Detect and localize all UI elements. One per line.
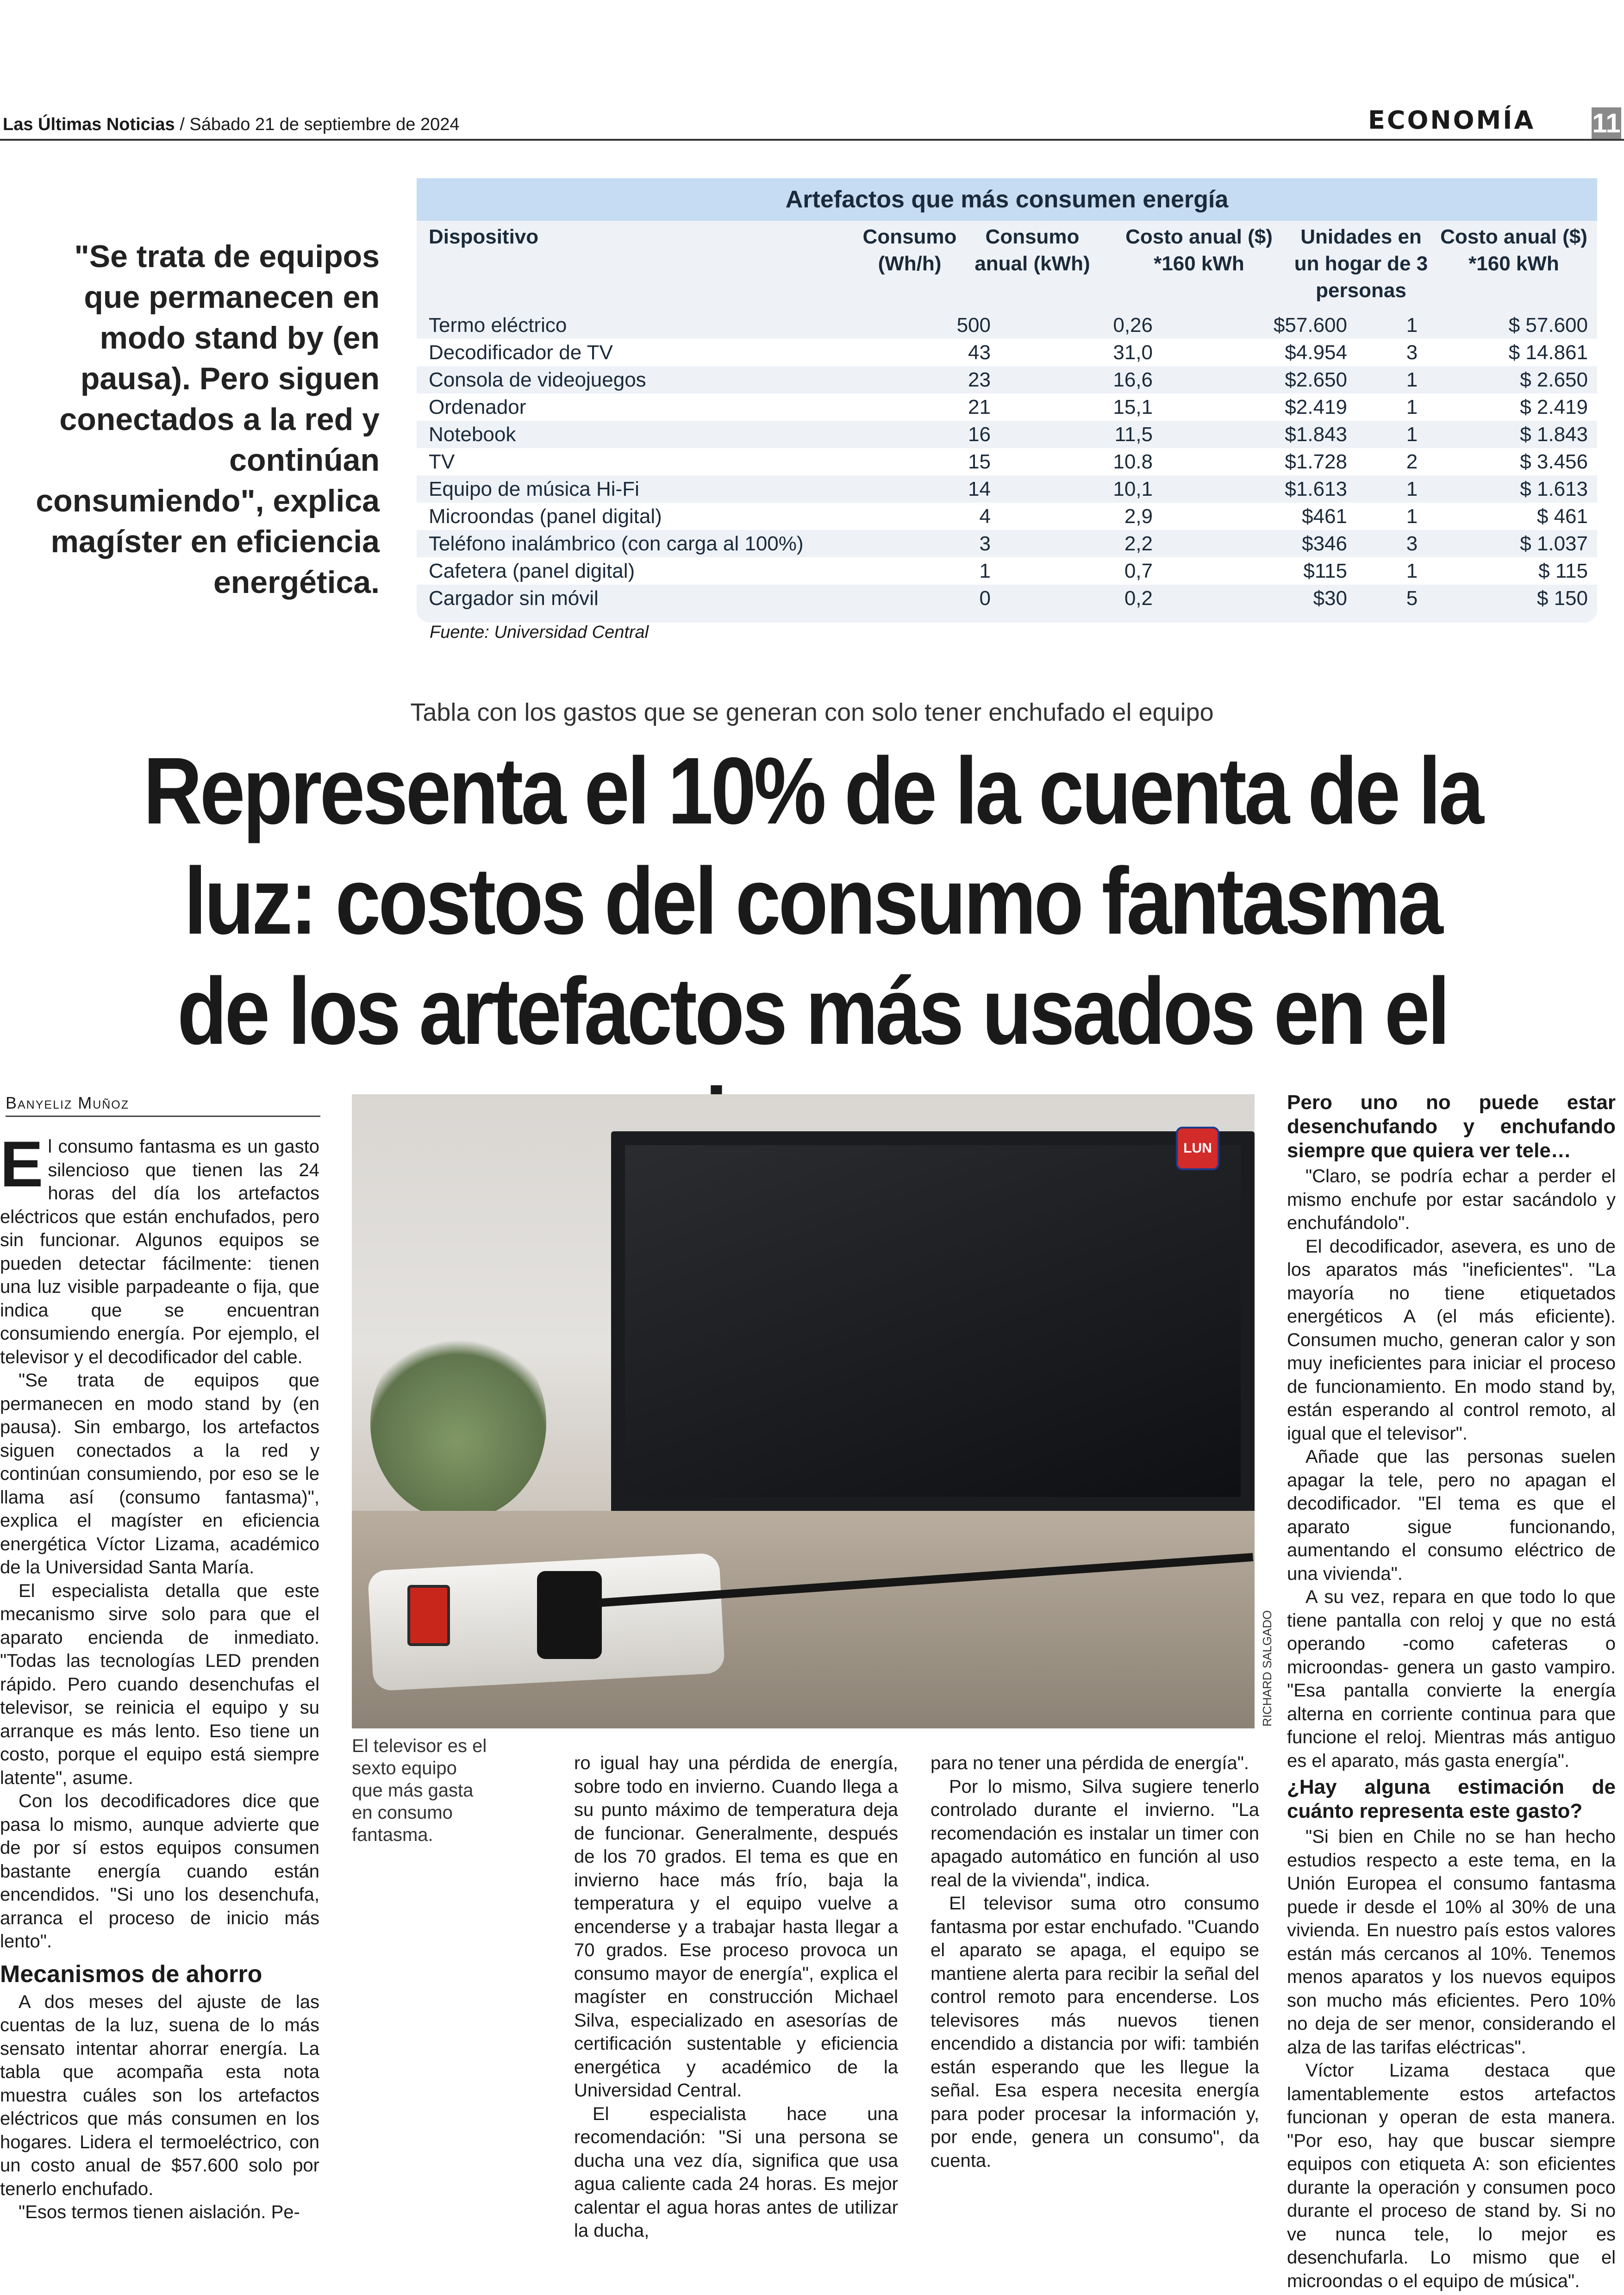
cell-total: $ 1.843 <box>1520 423 1588 446</box>
cell-cost: $1.613 <box>1285 478 1347 500</box>
cell-units: 1 <box>1406 505 1418 528</box>
table-row <box>417 312 1597 339</box>
cell-kwh: 15,1 <box>1113 396 1153 418</box>
cell-kwh: 0,7 <box>1124 560 1153 582</box>
cell-watts: 43 <box>968 341 991 364</box>
cell-device: TV <box>429 450 455 473</box>
cell-watts: 14 <box>968 478 991 500</box>
cell-units: 1 <box>1406 314 1418 337</box>
paragraph: Por lo mismo, Silva sugiere tenerlo controlado durante el invierno. "La recomendación es instalar un timer con apagado automático en función al uso real de la vivienda", indica. <box>931 1776 1259 1890</box>
article-column-1 <box>0 1128 319 2224</box>
cell-device: Consola de videojuegos <box>429 368 646 391</box>
cell-watts: 15 <box>968 450 991 473</box>
cell-kwh: 10,1 <box>1113 478 1153 500</box>
cell-cost: $115 <box>1303 560 1347 582</box>
cell-units: 5 <box>1406 587 1418 610</box>
cell-total: $ 115 <box>1538 560 1588 582</box>
plug-shape <box>537 1571 602 1659</box>
cell-units: 3 <box>1406 532 1418 555</box>
cell-total: $ 150 <box>1537 587 1588 610</box>
cell-units: 1 <box>1406 478 1418 500</box>
table-row <box>417 503 1597 530</box>
paragraph: "Se trata de equipos que permanecen en modo stand by (en pausa). Sin embargo, los artefactos siguen conectados a la red y continúan consumiendo, por eso se le llama así (consumo fantasma)", explica el magíster en eficiencia energética Víctor Lizama, académico de la Universidad Santa María. <box>0 1370 319 1578</box>
interview-question: ¿Hay alguna estimación de cuánto representa este gasto? <box>1287 1776 1616 1822</box>
paragraph: A dos meses del ajuste de las cuentas de la luz, suena de lo más sensato intentar ahorrar energía. La tabla que acompaña esta nota muestra cuáles son los artefactos eléctricos que más consumen en los hogares. Lidera el termoeléctrico, con un costo anual de $57.600 solo por tenerlo enchufado. <box>0 1991 319 2199</box>
cell-device: Ordenador <box>429 396 526 418</box>
cell-device: Termo eléctrico <box>429 314 567 337</box>
table-row <box>417 475 1597 503</box>
paragraph: El especialista hace una recomendación: "Si una persona se ducha una vez día, significa que usa agua caliente cada 24 horas. Es mejor calentar el agua horas antes de utilizar la ducha, <box>574 2103 898 2241</box>
cell-total: $ 1.613 <box>1520 478 1588 500</box>
interview-question: Pero uno no puede estar desenchufando y enchufando siempre que quiera ver tele… <box>1287 1091 1616 1162</box>
cell-kwh: 11,5 <box>1114 423 1153 446</box>
cell-units: 1 <box>1406 368 1418 391</box>
cell-cost: $2.650 <box>1285 368 1347 391</box>
television-shape <box>611 1131 1255 1520</box>
paragraph: "Esos termos tienen aislación. Pe- <box>19 2202 300 2222</box>
table-row <box>417 448 1597 475</box>
energy-table <box>417 178 1597 642</box>
photo-credit: RICHARD SALGADO <box>1260 1610 1274 1727</box>
tv-screen <box>625 1145 1241 1497</box>
cell-units: 1 <box>1406 423 1418 446</box>
cell-kwh: 2,2 <box>1124 532 1153 555</box>
header-divider <box>0 139 1624 141</box>
table-row <box>417 366 1597 393</box>
cell-device: Microondas (panel digital) <box>429 505 662 528</box>
pull-quote: "Se trata de equipos que permanecen en modo stand by (en pausa). Pero siguen conectados a la red y continúan consumiendo", explica magíster en eficiencia energética. <box>36 239 380 600</box>
cell-units: 1 <box>1406 396 1418 418</box>
article-photo <box>352 1094 1255 1728</box>
cell-kwh: 31,0 <box>1113 341 1153 364</box>
cell-watts: 4 <box>979 505 991 528</box>
table-row <box>417 585 1597 612</box>
cell-kwh: 0,26 <box>1113 314 1153 337</box>
paragraph: El especialista detalla que este mecanismo sirve solo para que el aparato encienda de inmediato. "Todas las tecnologías LED prenden rápido. Pero cuando desenchufas el televisor, se reinicia el equipo y su arranque es más lento. Eso tiene un costo, porque el equipo está siempre latente", asume. <box>0 1580 319 1788</box>
kicker: Tabla con los gastos que se generan con solo tener enchufado el equipo <box>410 698 1214 726</box>
cell-device: Teléfono inalámbrico (con carga al 100%) <box>429 532 804 555</box>
plant-shape <box>370 1326 546 1520</box>
article-column-4 <box>1287 1088 1616 2293</box>
cell-device: Cargador sin móvil <box>429 587 599 610</box>
page-number: 11 <box>1592 107 1621 140</box>
cell-total: $ 461 <box>1537 505 1588 528</box>
cell-cost: $4.954 <box>1285 341 1347 364</box>
cell-cost: $1.843 <box>1285 423 1347 446</box>
cell-total: $ 2.650 <box>1520 368 1588 391</box>
table-row <box>417 393 1597 421</box>
table-row <box>417 339 1597 366</box>
paragraph: ro igual hay una pérdida de energía, sobre todo en invierno. Cuando llega a su punto máximo de temperatura deja de funcionar. Generalmente, después de los 70 grados. El tema es que en invierno hace más frío, baja la temperatura y el equipo vuelve a encenderse y a trabajar hasta llegar a 70 grados. Ese proceso provoca un consumo mayor de energía", explica el magíster en construcción Michael Silva, especializado en asesorías de certificación sustentable y eficiencia energética y académico de la Universidad Central. <box>574 1753 898 2101</box>
cell-total: $ 2.419 <box>1520 396 1588 418</box>
publication-name: Las Últimas Noticias <box>3 115 175 134</box>
paragraph: El televisor suma otro consumo fantasma por estar enchufado. "Cuando el aparato se apaga, el equipo se mantiene alerta para recibir la señal del control remoto para encenderse. Los televisores más nuevos tienen encendido a distancia por wifi: también están esperando que les llegue la señal. Esa espera necesita energía para poder procesar la información y, por ende, genera un consumo", da cuenta. <box>931 1893 1259 2171</box>
article-column-2 <box>574 1752 898 2243</box>
header-units: Unidades en un hogar de 3 personas <box>1294 225 1428 302</box>
table-row <box>417 557 1597 585</box>
masthead-separator: / <box>175 115 190 134</box>
cell-device: Cafetera (panel digital) <box>429 560 635 582</box>
cell-total: $ 3.456 <box>1520 450 1588 473</box>
cell-kwh: 16,6 <box>1113 368 1153 391</box>
cell-cost: $346 <box>1302 532 1347 555</box>
table-source: Fuente: Universidad Central <box>430 623 649 642</box>
header-cost: Costo anual ($) *160 kWh <box>1125 225 1273 275</box>
masthead <box>3 115 460 135</box>
header-kwh: Consumo anual (kWh) <box>974 225 1090 275</box>
table-title: Artefactos que más consumen energía <box>417 178 1597 221</box>
paragraph: Víctor Lizama destaca que lamentablemente estos artefactos funcionan y operan de esta manera. "Por eso, hay que buscar siempre equipos con etiqueta A: son eficientes durante la operación y consumen poco durante el proceso de stand by. Si no ve nunca tele, lo mejor es desenchufarla. Lo mismo que el microondas o el equipo de música". <box>1287 2060 1616 2291</box>
cell-units: 3 <box>1406 341 1418 364</box>
cell-cost: $461 <box>1302 505 1347 528</box>
cell-units: 1 <box>1406 560 1418 582</box>
section-title: ECONOMÍA <box>1368 106 1536 135</box>
paragraph: "Claro, se podría echar a perder el mismo enchufe por estar sacándolo y enchufándolo". <box>1287 1166 1616 1233</box>
header-watts: Consumo (Wh/h) <box>862 225 957 275</box>
paragraph: para no tener una pérdida de energía". <box>931 1753 1249 1773</box>
paragraph: Añade que las personas suelen apagar la tele, pero no apagan el decodificador. "El tema es que el aparato sigue funcionando, aumentando el consumo eléctrico de una vivienda". <box>1287 1447 1616 1584</box>
table-row <box>417 421 1597 448</box>
headline: Representa el 10% de la cuenta de la luz: costos del consumo fantasma de los artefactos más usados en el <box>143 738 1482 1064</box>
cell-cost: $57.600 <box>1273 314 1347 337</box>
cell-units: 2 <box>1406 450 1418 473</box>
drop-cap: E <box>0 1128 44 1200</box>
cell-watts: 1 <box>979 560 991 582</box>
paragraph: El decodificador, asevera, es uno de los aparatos más "ineficientes". "La mayoría no tiene etiquetados energéticos A (el más eficiente). Consumen mucho, generan calor y son muy ineficientes para iniciar el proceso de funcionamiento. En modo stand by, están esperando al control remoto, al igual que el televisor". <box>1287 1236 1616 1444</box>
cell-device: Notebook <box>429 423 516 446</box>
cell-kwh: 0,2 <box>1124 587 1153 610</box>
header-total: Costo anual ($) *160 kWh <box>1440 225 1587 275</box>
cell-total: $ 1.037 <box>1520 532 1588 555</box>
cell-total: $ 14.861 <box>1508 341 1588 364</box>
paragraph: "Si bien en Chile no se han hecho estudios respecto a este tema, en la Unión Europea el consumo fantasma puede ir desde el 10% al 30% de una vivienda. En nuestro país estos valores están más cercanos al 10%. Tenemos menos aparatos y los nuevos equipos son mucho más eficientes. Pero 10% no deja de ser menor, considerando el alza de las tarifas eléctricas". <box>1287 1827 1616 2058</box>
cell-watts: 21 <box>968 396 991 418</box>
cell-cost: $1.728 <box>1285 450 1347 473</box>
cell-cost: $30 <box>1313 587 1347 610</box>
subheading: Mecanismos de ahorro <box>0 1960 262 1988</box>
byline: Banyeliz Muñoz <box>6 1093 320 1117</box>
cell-watts: 23 <box>968 368 991 391</box>
cell-watts: 0 <box>979 587 991 610</box>
cell-watts: 500 <box>956 314 991 337</box>
photo-caption: El televisor es el sexto equipo que más gasta en consumo fantasma. <box>352 1736 487 1845</box>
cell-device: Decodificador de TV <box>429 341 613 364</box>
lun-badge-icon: LUN <box>1176 1127 1219 1170</box>
paragraph: A su vez, repara en que todo lo que tiene pantalla con reloj y que no está operando -como cafeteras o microondas- genera un gasto vampiro. "Esa pantalla convierte la energía alterna en corriente continua para que funcione el reloj. Mientras más antiguo es el aparato, más gasta energía". <box>1287 1587 1616 1771</box>
paragraph: l consumo fantasma es un gasto silencioso que tienen las 24 horas del día los artefactos eléctricos que están enchufados, pero sin funcionar. Algunos equipos se pueden detectar fácilmente: tienen una luz visible parpadeante o fija, que indica que se encuentran consumiendo energía. Por ejemplo, el televisor y el decodificador del cable. <box>0 1136 319 1367</box>
article-column-3 <box>931 1752 1259 2172</box>
cell-watts: 3 <box>979 532 991 555</box>
issue-date: Sábado 21 de septiembre de 2024 <box>189 115 460 134</box>
table-row <box>417 530 1597 557</box>
power-switch-light <box>407 1585 450 1646</box>
paragraph: Con los decodificadores dice que pasa lo mismo, aunque advierte que de por sí estos equipos consumen bastante energía cuando están encendidos. "Si uno los desenchufa, arranca el proceso de inicio más lento". <box>0 1791 319 1952</box>
cell-watts: 16 <box>968 423 991 446</box>
cell-cost: $2.419 <box>1285 396 1347 418</box>
header-device: Dispositivo <box>429 225 539 248</box>
cell-total: $ 57.600 <box>1508 314 1588 337</box>
cell-kwh: 10.8 <box>1113 450 1153 473</box>
cell-kwh: 2,9 <box>1124 505 1153 528</box>
cell-device: Equipo de música Hi-Fi <box>429 478 639 500</box>
